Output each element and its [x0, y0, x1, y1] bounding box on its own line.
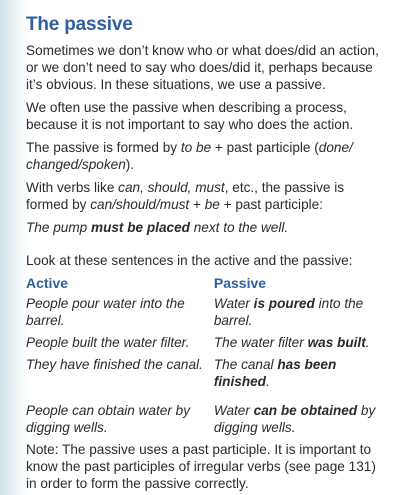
- modal-paragraph: [26, 179, 390, 213]
- formation-text-3: ).: [125, 157, 135, 172]
- active-sentence: People built the water filter.: [26, 335, 190, 350]
- example-text-1: The pump: [26, 220, 91, 235]
- modal-text-1: With verbs like: [26, 180, 119, 195]
- to-be-term: to be: [180, 140, 212, 155]
- active-sentence: They have finished the canal.: [26, 357, 203, 372]
- intro-paragraph: Sometimes we don’t know who or what does/did an action, or we don’t need to say who does/did it, perhaps because it’s obvious. In these situations, we use a passive.: [26, 43, 379, 92]
- modal-verbs: can, should, must: [118, 180, 225, 195]
- table-row: [26, 334, 390, 351]
- note-paragraph: Note: The passive uses a past participle. It is important to know the past participles of irregular verbs (see page 131) in order to form the passive correctly.: [26, 442, 376, 491]
- modal-text-3: + past participle:: [219, 197, 323, 212]
- passive-sentence: Water can be obtained by digging wells.: [213, 403, 376, 435]
- formation-paragraph: [26, 139, 390, 173]
- modal-plus: +: [189, 197, 205, 212]
- modal-formula: can/should/must: [90, 197, 190, 212]
- formation-text-2: + past participle (: [211, 140, 319, 155]
- passive-sentence: The canal has been finished.: [213, 357, 337, 389]
- table-row: [26, 295, 390, 329]
- passive-sentence: The water filter was built.: [213, 335, 370, 350]
- example-text-2: next to the well.: [189, 220, 289, 235]
- active-sentence: People pour water into the barrel.: [26, 296, 185, 328]
- comparison-header-row: [26, 275, 390, 292]
- modal-text-2: , etc., the passive is formed by: [26, 180, 345, 212]
- active-sentence: People can obtain water by digging wells.: [26, 403, 190, 435]
- passive-sentence: Water is poured into the barrel.: [213, 296, 364, 328]
- active-header: Active: [26, 275, 69, 291]
- passive-header: Passive: [213, 275, 267, 291]
- section-title: The passive: [26, 14, 133, 35]
- be-term: be: [204, 197, 220, 212]
- example-bold: must be placed: [90, 220, 190, 235]
- participle-examples: done/ changed/spoken: [26, 140, 353, 172]
- comparison-intro: Look at these sentences in the active and the passive:: [26, 253, 353, 268]
- comparison-table: [26, 275, 390, 436]
- example-sentence: [26, 219, 390, 236]
- table-row: [26, 356, 390, 390]
- table-row: [26, 402, 390, 436]
- formation-text-1: The passive is formed by: [26, 140, 181, 155]
- process-paragraph: We often use the passive when describing a process, because it is not important to say who does the action.: [26, 100, 354, 132]
